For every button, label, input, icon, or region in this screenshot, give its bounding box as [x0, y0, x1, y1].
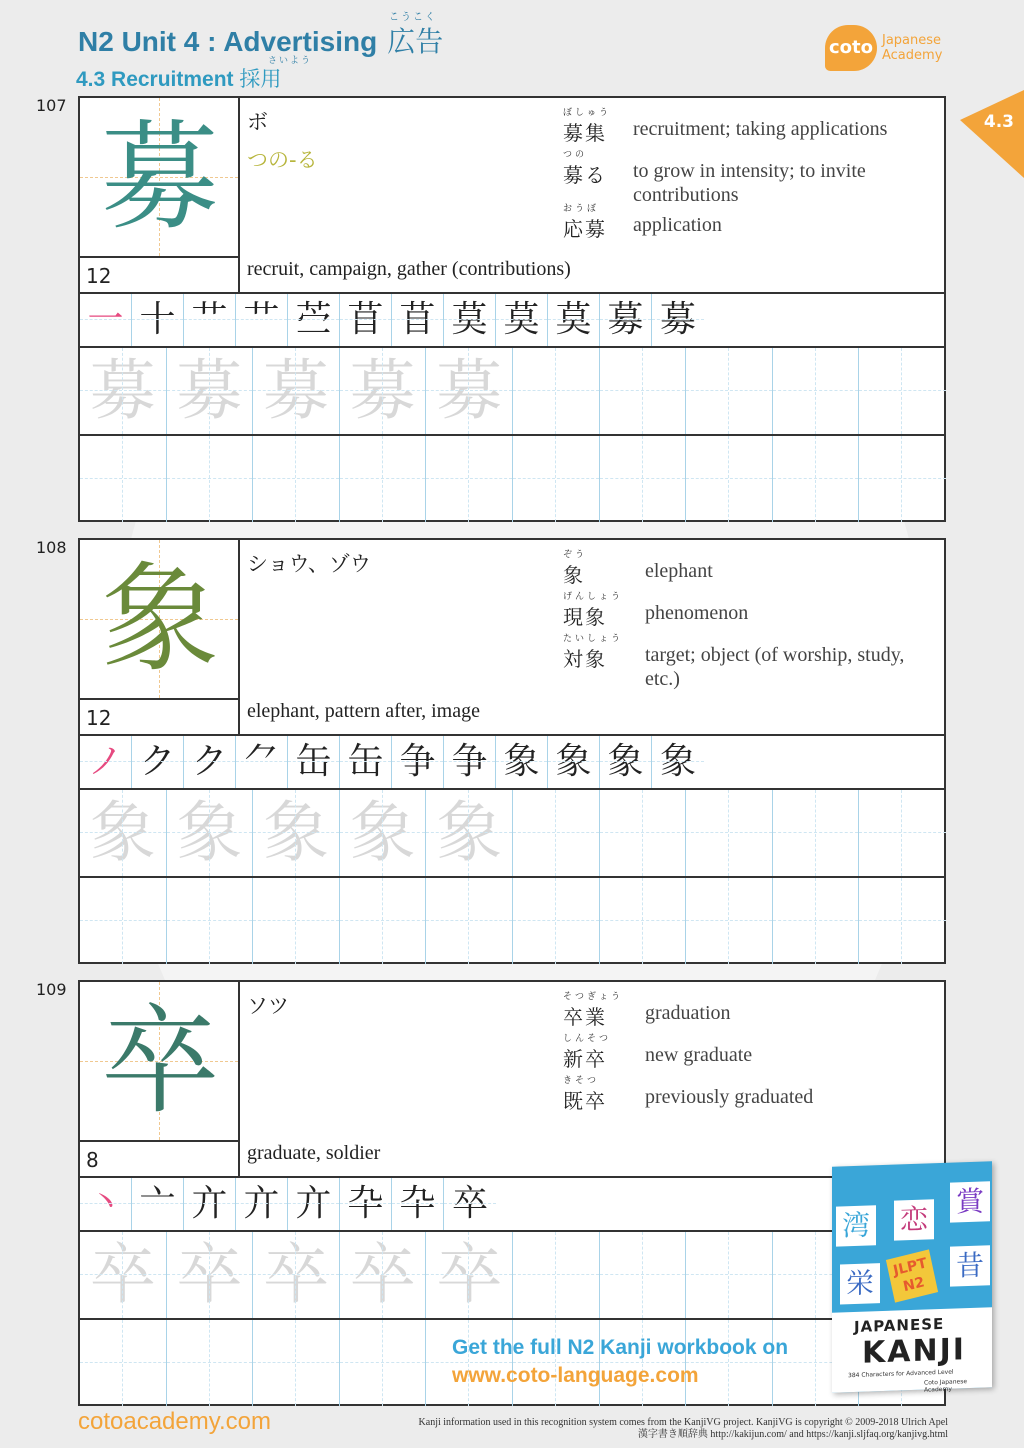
practice-cell [859, 348, 946, 434]
footer-credit: Kanji information used in this recognition system comes from the KanjiVG project. KanjiVG is copyright © 2009-2018 Ulrich Apel 漢字書き順辞典 http://kakijun.com/ and https://kanji.sljfaq.org/kanjivg.html [418, 1417, 948, 1440]
stroke-step: 缶 [340, 736, 392, 788]
vocab-item: そつぎょう 卒業 graduation [563, 992, 731, 1029]
kanji-box [80, 98, 240, 258]
kanji-card [78, 96, 946, 522]
stroke-step: 莫 [548, 294, 600, 346]
kanji-box [80, 540, 240, 700]
practice-cell: 象 [80, 790, 167, 876]
on-reading: ショウ、ゾウ [247, 552, 371, 576]
practice-cell: 卒 [426, 1232, 513, 1318]
vocab-list [563, 108, 943, 250]
stroke-step: 莫 [444, 294, 496, 346]
practice-row-blank [80, 878, 944, 964]
title-ruby: こうこく [389, 12, 437, 23]
practice-cell: 募 [80, 348, 167, 434]
stroke-step: 丶 [80, 1178, 132, 1230]
kanji-character: 卒 [100, 992, 219, 1130]
stroke-step: 一 [80, 294, 132, 346]
stroke-step: 莫 [496, 294, 548, 346]
stroke-step: 象 [496, 736, 548, 788]
workbook-promo [452, 1334, 788, 1390]
practice-cell: 卒 [253, 1232, 340, 1318]
stroke-step: 艹 [184, 294, 236, 346]
kanji-character: 募 [100, 108, 219, 246]
vocab-item: ぼしゅう 募集 recruitment; taking applications [563, 108, 888, 145]
kanji-meaning: graduate, soldier [247, 1142, 381, 1164]
practice-cell [513, 348, 600, 434]
stroke-step: ノ [80, 736, 132, 788]
stroke-step: 亣 [236, 1178, 288, 1230]
stroke-count: 12 [80, 700, 240, 734]
practice-cell: 象 [167, 790, 254, 876]
page-subtitle-jp: 採用 [239, 68, 282, 91]
practice-cell: 募 [253, 348, 340, 434]
practice-cell: 募 [340, 348, 427, 434]
kanji-meaning: recruit, campaign, gather (contributions) [247, 258, 571, 280]
stroke-step: 苎 [288, 294, 340, 346]
stroke-step: 苜 [392, 294, 444, 346]
vocab-item: つの 募る to grow in intensity; to invite contributions [563, 150, 866, 206]
workbook-cover-image[interactable]: 湾 恋 賞 栄 昔 JLPT N2 JAPANESE KANJI 384 Characters for Advanced Level Coto Japanese Academy [832, 1161, 992, 1393]
coto-logo: coto [825, 25, 877, 71]
stroke-count: 12 [80, 258, 240, 292]
card-number: 107 [36, 96, 67, 115]
vocab-item: げんしょう 現象 phenomenon [563, 592, 749, 629]
on-reading: ソツ [247, 994, 289, 1018]
practice-row-blank [80, 436, 944, 522]
page-title: N2 Unit 4 : Advertising 広告 [78, 26, 444, 57]
stroke-step: 卒 [444, 1178, 496, 1230]
card-number: 109 [36, 980, 67, 999]
stroke-step: 象 [600, 736, 652, 788]
vocab-item: しんそつ 新卒 new graduate [563, 1034, 753, 1071]
stroke-step: 十 [132, 294, 184, 346]
promo-line: Get the full N2 Kanji workbook on [452, 1336, 789, 1359]
page-subtitle: 4.3 Recruitment 採用 [76, 68, 282, 91]
stroke-step: 争 [444, 736, 496, 788]
stroke-step: 亣 [288, 1178, 340, 1230]
practice-cell: 卒 [340, 1232, 427, 1318]
practice-cell: 象 [426, 790, 513, 876]
stroke-step: ク [184, 736, 236, 788]
page-title-jp: 広告 [387, 26, 444, 57]
vocab-item: たいしょう 対象 target; object (of worship, study, etc.) [563, 634, 905, 690]
card-number: 108 [36, 538, 67, 557]
stroke-count: 8 [80, 1142, 240, 1176]
practice-cell [773, 348, 860, 434]
promo-link[interactable]: www.coto-language.com [452, 1364, 699, 1387]
practice-row-trace [80, 1232, 944, 1318]
practice-cell: 卒 [80, 1232, 167, 1318]
practice-cell: 募 [167, 348, 254, 434]
vocab-item: おうぼ 応募 application [563, 204, 722, 241]
stroke-order-row [80, 1178, 944, 1230]
stroke-step: 象 [548, 736, 600, 788]
stroke-step: 亠 [132, 1178, 184, 1230]
subtitle-ruby: さいよう [268, 56, 313, 66]
practice-row-trace [80, 790, 944, 876]
jlpt-badge: JLPT N2 [886, 1249, 938, 1302]
stroke-step: 艹 [236, 294, 288, 346]
practice-cell: 募 [426, 348, 513, 434]
practice-cell [600, 348, 687, 434]
practice-row-trace [80, 348, 944, 434]
vocab-list [563, 550, 943, 690]
stroke-step: 象 [652, 736, 704, 788]
practice-cell: 象 [253, 790, 340, 876]
stroke-step: 苜 [340, 294, 392, 346]
vocab-item: ぞう 象 elephant [563, 550, 713, 587]
kun-reading: つの-る [247, 148, 318, 172]
logo-text: Japanese Academy [882, 33, 943, 63]
stroke-step: 争 [392, 736, 444, 788]
practice-cell [686, 348, 773, 434]
footer-site-link[interactable]: cotoacademy.com [78, 1408, 271, 1435]
vocab-item: きそつ 既卒 previously graduated [563, 1076, 814, 1113]
stroke-step: 卆 [340, 1178, 392, 1230]
kanji-card [78, 538, 946, 964]
stroke-step: ⺈ [236, 736, 288, 788]
stroke-step: 募 [652, 294, 704, 346]
stroke-step: 卆 [392, 1178, 444, 1230]
vocab-list [563, 992, 943, 1122]
stroke-order-row [80, 294, 944, 346]
stroke-step: 亣 [184, 1178, 236, 1230]
practice-cell: 象 [340, 790, 427, 876]
stroke-order-row [80, 736, 944, 788]
kanji-box [80, 982, 240, 1142]
stroke-step: 募 [600, 294, 652, 346]
kanji-meaning: elephant, pattern after, image [247, 700, 480, 722]
stroke-step: ク [132, 736, 184, 788]
kanji-character: 象 [100, 550, 219, 688]
stroke-step: 缶 [288, 736, 340, 788]
on-reading: ボ [247, 110, 268, 134]
practice-cell: 卒 [167, 1232, 254, 1318]
section-tab: 4.3 [960, 90, 1024, 178]
